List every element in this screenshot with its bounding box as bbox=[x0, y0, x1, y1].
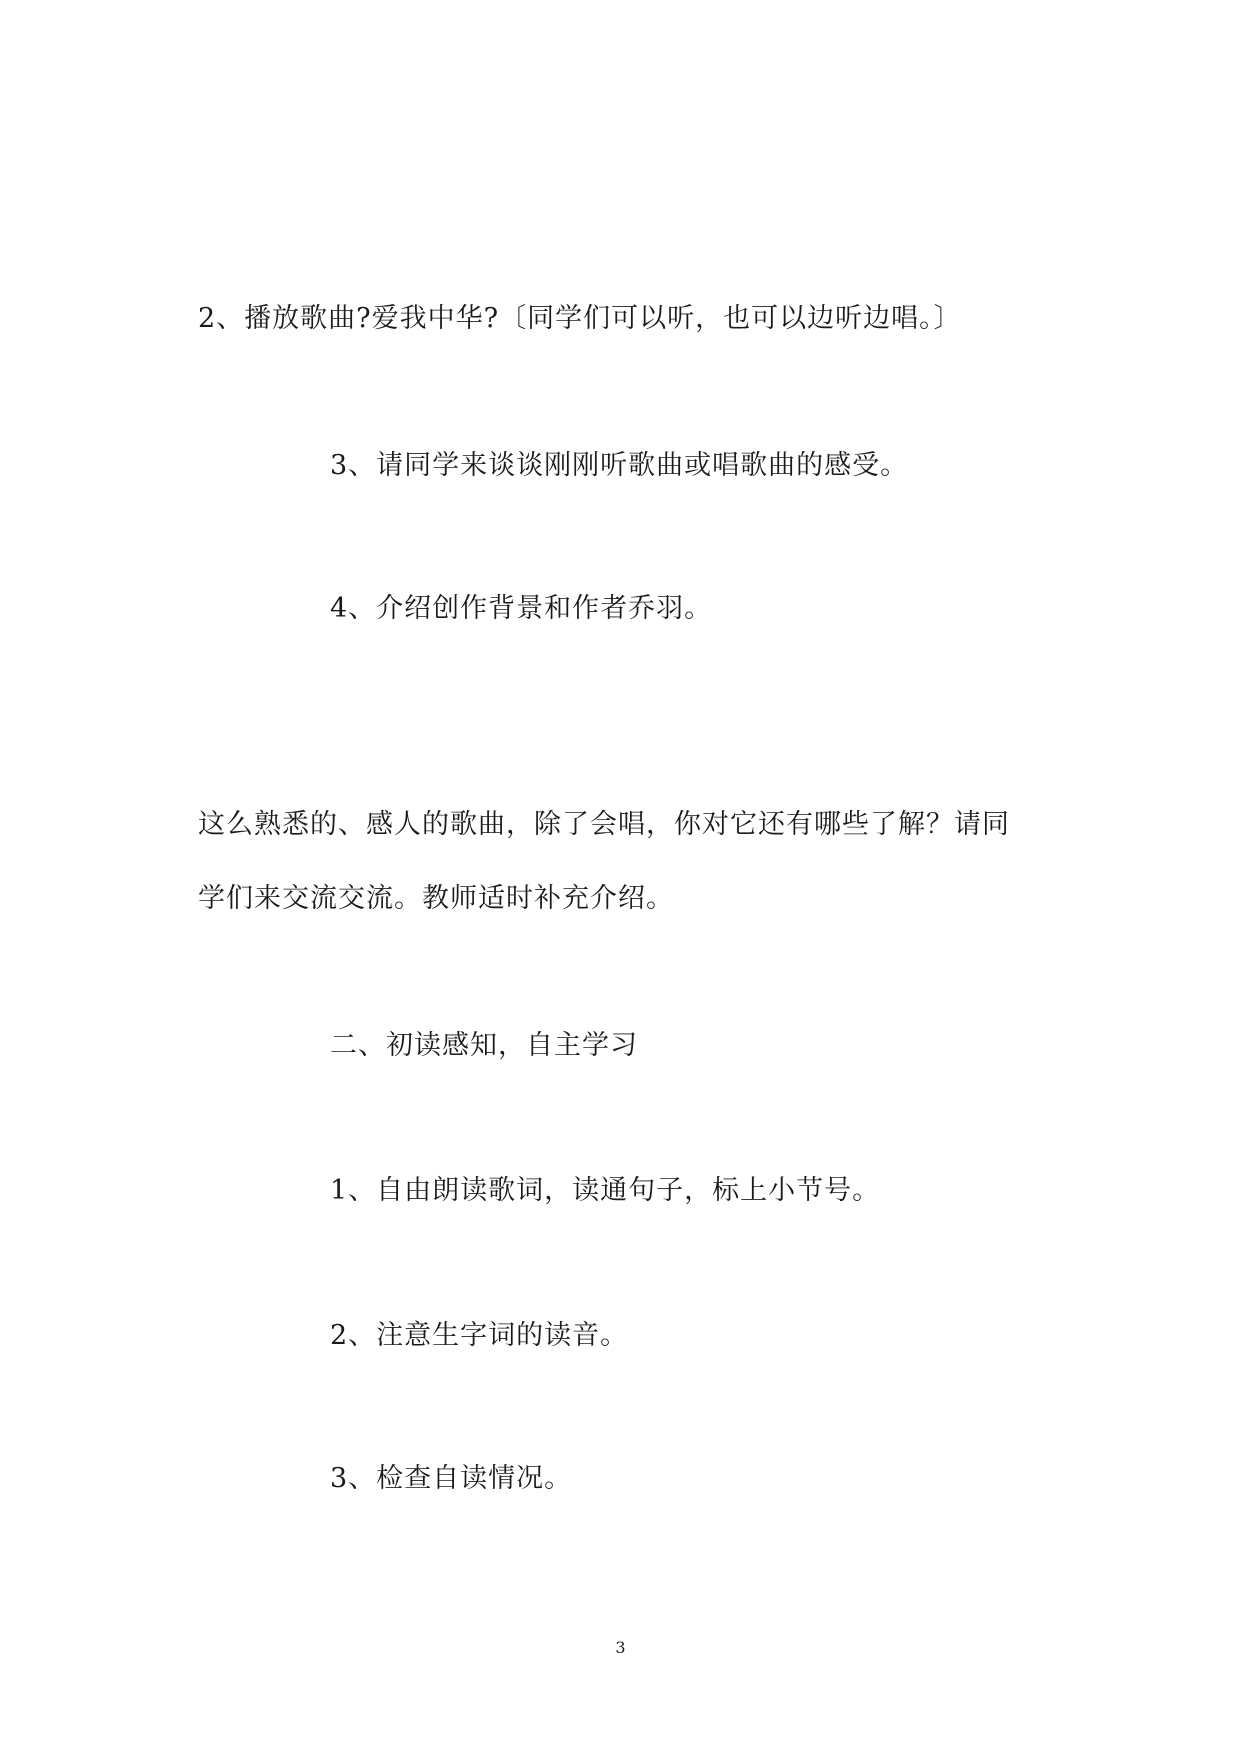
text-line-free-reading: 1、自由朗读歌词，读通句子，标上小节号。 bbox=[330, 1175, 881, 1206]
page-number: 3 bbox=[615, 1638, 626, 1657]
text-line-check-reading: 3、检查自读情况。 bbox=[330, 1463, 573, 1494]
text-line-paragraph-part-1: 这么熟悉的、感人的歌曲，除了会唱，你对它还有哪些了解？请同 bbox=[198, 809, 1010, 840]
text-line-introduce-background: 4、介绍创作背景和作者乔羽。 bbox=[330, 593, 713, 624]
section-heading-initial-reading: 二、初读感知，自主学习 bbox=[330, 1030, 638, 1061]
text-line-play-song: 2、播放歌曲?爱我中华?〔同学们可以听，也可以边听边唱。〕 bbox=[198, 303, 962, 334]
text-line-pronunciation: 2、注意生字词的读音。 bbox=[330, 1320, 629, 1351]
text-line-discuss-feelings: 3、请同学来谈谈刚刚听歌曲或唱歌曲的感受。 bbox=[330, 450, 909, 481]
text-line-paragraph-part-2: 学们来交流交流。教师适时补充介绍。 bbox=[198, 883, 674, 914]
